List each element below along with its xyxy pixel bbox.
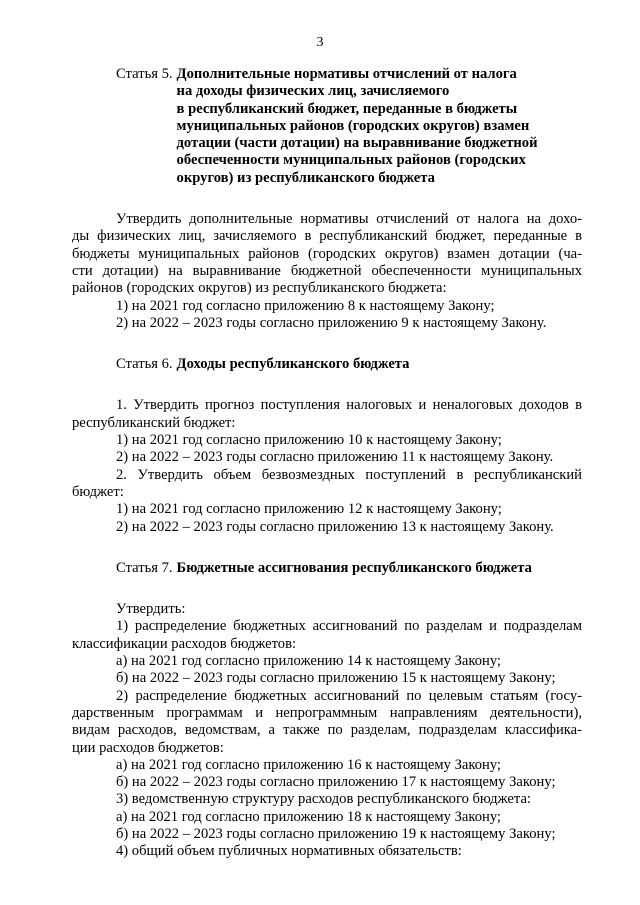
article-7-body (72, 601, 582, 860)
article-5-body (72, 211, 582, 332)
article-5-item: 1) на 2021 год согласно приложению 8 к настоящему Закону; (116, 297, 495, 314)
article-5-title-line: дотации (части дотации) на выравнивание бюджетной (176, 135, 538, 152)
article-7-s1-line: 1) распределение бюджетных ассигнований по разделам и подразделам (116, 618, 582, 635)
article-6-p1-line: республиканский бюджет: (72, 414, 236, 431)
article-7-prefix: Статья 7. (116, 559, 173, 576)
article-7-s2-line: видам расходов, ведомствам, а также по разделам, подразделам классифика- (72, 722, 582, 739)
article-6-p1-item: 2) на 2022 – 2023 годы согласно приложению 11 к настоящему Закону. (116, 449, 554, 466)
article-6-p2-item: 2) на 2022 – 2023 годы согласно приложению 13 к настоящему Закону. (116, 518, 554, 535)
article-5-title-line: округов) из республиканского бюджета (176, 169, 435, 186)
article-7-s2-line: ции расходов бюджетов: (72, 739, 224, 756)
article-6-p1-item: 1) на 2021 год согласно приложению 10 к настоящему Закону; (116, 432, 502, 449)
article-5-title-line: Дополнительные нормативы отчислений от налога (176, 66, 517, 82)
article-5-body-line: ды физических лиц, зачисляемого в республиканский бюджет, переданные в (72, 228, 582, 245)
article-6-heading (116, 356, 582, 373)
article-5-item: 2) на 2022 – 2023 годы согласно приложению 9 к настоящему Закону. (116, 314, 547, 331)
article-7-s2-line: дарственным программам и непрограммным направлениям деятельности), (72, 704, 582, 721)
article-6-p2-line: 2. Утвердить объем безвозмездных поступлений в республиканский (116, 466, 582, 483)
article-7-s1-item: б) на 2022 – 2023 годы согласно приложению 15 к настоящему Закону; (116, 670, 556, 687)
article-6-p1-line: 1. Утвердить прогноз поступления налоговых и неналоговых доходов в (116, 397, 582, 414)
article-6-title: Доходы республиканского бюджета (176, 356, 410, 373)
article-6-prefix: Статья 6. (116, 356, 173, 373)
document-body (72, 66, 582, 861)
article-7-s1-line: классификации расходов бюджетов: (72, 635, 297, 652)
article-7-s3-item: б) на 2022 – 2023 годы согласно приложению 19 к настоящему Закону; (116, 825, 556, 842)
article-7-s2-item: б) на 2022 – 2023 годы согласно приложению 17 к настоящему Закону; (116, 774, 556, 791)
article-7-s1-item: а) на 2021 год согласно приложению 14 к настоящему Закону; (116, 653, 501, 670)
article-5-body-line: районов (городских округов) из республиканского бюджета: (72, 280, 447, 297)
article-7-heading (116, 560, 582, 577)
article-7-s3-item: а) на 2021 год согласно приложению 18 к настоящему Закону; (116, 808, 501, 825)
article-6-p2-line: бюджет: (72, 483, 124, 500)
article-5-body-line: бюджеты муниципальных районов (городских округов) взамен дотации (ча- (72, 245, 582, 262)
article-5-body-line: сти дотации) на выравнивание бюджетной обеспеченности муниципальных (72, 262, 582, 279)
article-7-s2-line: 2) распределение бюджетных ассигнований по целевым статьям (госу- (116, 687, 582, 704)
article-7-s4-line: 4) общий объем публичных нормативных обязательств: (116, 843, 462, 860)
article-5-body-line: Утвердить дополнительные нормативы отчислений от налога на дохо- (116, 211, 582, 228)
article-6-p2-item: 1) на 2021 год согласно приложению 12 к настоящему Закону; (116, 501, 502, 518)
article-5-title (177, 66, 538, 187)
article-6-body (72, 397, 582, 535)
article-7-s2-item: а) на 2021 год согласно приложению 16 к настоящему Закону; (116, 756, 501, 773)
article-7-s3-line: 3) ведомственную структуру расходов республиканского бюджета: (116, 791, 531, 808)
page-number: 3 (316, 35, 324, 50)
article-5-title-line: муниципальных районов (городских округов) взамен (176, 117, 530, 134)
article-7-intro: Утвердить: (116, 601, 186, 618)
article-5-title-line: на доходы физических лиц, зачисляемого (176, 83, 450, 100)
article-5-title-line: в республиканский бюджет, переданные в бюджеты (176, 100, 518, 117)
article-5-title-line: обеспеченности муниципальных районов (городских (176, 152, 526, 169)
article-7-title: Бюджетные ассигнования республиканского бюджета (176, 559, 532, 576)
article-5-heading (116, 66, 582, 187)
article-5-prefix: Статья 5. (116, 66, 173, 82)
